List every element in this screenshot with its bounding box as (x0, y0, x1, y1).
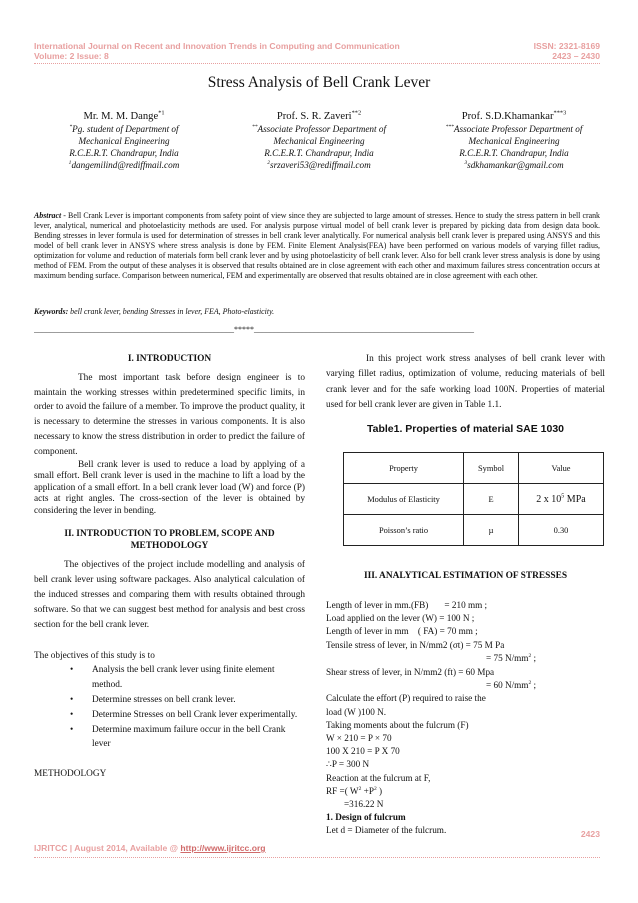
eq-text: = 75 N/mm (486, 652, 529, 663)
section2-paragraph: The objectives of the project include modelling and analysis of bell crank lever using software packages. Also analytical calculation of the induced stresses and comparing them with results obtained through software. So that we can suggest best method for analysis and best cross section for the bell crank lever. (34, 559, 305, 631)
abstract-text: - Bell Crank Lever is important components from safety point of view since they are subjected to large amount of stresses. Hence to study the stress pattern in bell crank lever, analytical, numerical and photoelasticity methods are used. For analysis purpose virtual model of bell crank lever is prepared by picking data from design data book. Bending stresses in lever formula is used for determination of stresses in bell crank lever analytically. For numerical analysis bell crank lever is prepared using ANSYS and this model of bell crank lever in ANSYS where stress analysis is done by FEM. Finite Element Analysis(FEA) have been performed on various models of varying fillet radius, optimization for volume and reduction of materials form bell crank lever and by using photoelasticity of bell crank lever. Also for bell crank lever stress analysis is done by using method of FEM. From the output of these analyses it is observed that results obtained are in close agreement with each other and maximum failures stress concentration occurs at maximum bending surface. Comparison between numerical, FEM and experimentally are observed that results obtained are in close agreement with each other. (34, 211, 600, 281)
eq-line: Calculate the effort (P) required to raise the (326, 693, 486, 704)
email-sup: 3 (464, 159, 468, 166)
keywords (34, 307, 600, 316)
eq-line: Shear stress of lever, in N/mm2 (ft) = 60 Mpa (326, 667, 495, 678)
eq-line: =316.22 N (344, 799, 384, 810)
header-rule (34, 63, 600, 64)
left-column (34, 352, 305, 782)
footer-text (34, 843, 266, 853)
eq-sup: 2 (373, 785, 377, 792)
keywords-label: Keywords: (34, 307, 69, 316)
table-cell: Poisson’s ratio (344, 515, 464, 546)
right-paragraph-1: In this project work stress analyses of bell crank lever with varying fillet radius, optimization of volume, reducing materials of bell crank lever and for the safe working load 100N. Properties of material used for bell crank lever are given in Table 1.1. (326, 354, 605, 411)
page-number: 2423 (580, 829, 600, 839)
eq-line (326, 652, 605, 665)
author-email: srzaveri53@rediffmail.com (270, 160, 371, 170)
fulcrum-heading: 1. Design of fulcrum (326, 812, 406, 823)
table-row (344, 453, 604, 484)
eq-line: W × 210 = P × 70 (326, 733, 392, 744)
objectives-intro: The objectives of this study is to (34, 650, 155, 661)
author-sup: ***3 (553, 109, 567, 117)
eq-line: Length of lever in mm ( FA) = 70 mm ; (326, 626, 478, 637)
eq-text: ) (376, 785, 383, 796)
section-separator: __________________________________________________*****_______________________________________________________ (34, 325, 474, 334)
list-item: • Determine Stresses on bell Crank lever experimentally. (70, 708, 305, 723)
table-caption: Table1. Properties of material SAE 1030 (366, 422, 565, 435)
footer-rule (34, 857, 600, 858)
author-name: Prof. S. R. Zaveri (276, 111, 352, 122)
objectives-list (34, 663, 305, 752)
table-header: Symbol (464, 453, 519, 484)
author-name: Prof. S.D.Khamankar (461, 111, 554, 122)
intro-paragraph-2: Bell crank lever is used to reduce a load by applying of a small effort. Bell crank lever is used in the machine to lift a load by the application of a small effort. In a bell crank lever load (W) and force (P) acts at right angles. The cross-section of the lever is obtained by considering the lever in bending. (34, 459, 305, 516)
author-1 (29, 110, 219, 171)
list-item: • Determine maximum failure occur in the bell Crank lever (70, 723, 305, 753)
methodology-heading: METHODOLOGY (34, 769, 107, 780)
abstract-label: Abstract (34, 211, 62, 220)
author-dept: Mechanical Engineering (78, 136, 170, 146)
eq-text: +P (361, 785, 374, 796)
author-affiliation: Pg. student of Department of (72, 124, 179, 134)
aff-sup: ** (251, 123, 258, 130)
eq-line: 100 X 210 = P X 70 (326, 746, 400, 757)
author-institute: R.C.E.R.T. Chandrapur, India (459, 148, 569, 158)
eq-line (326, 785, 605, 798)
table-cell (519, 484, 604, 515)
right-column (326, 352, 605, 436)
eq-line: Let d = Diameter of the fulcrum. (326, 825, 447, 836)
table-header: Value (519, 453, 604, 484)
eq-text: = 60 N/mm (486, 680, 529, 691)
aff-sup: * (69, 123, 73, 130)
issn: ISSN: 2321-8169 (533, 41, 600, 51)
eq-text: ; (531, 680, 537, 691)
analytical-estimation (326, 599, 605, 838)
author-sup: **2 (351, 109, 362, 117)
section2-heading-line2: METHODOLOGY (130, 540, 209, 551)
section2-heading-line1: II. INTRODUCTION TO PROBLEM, SCOPE AND (64, 528, 275, 539)
eq-line: Reaction at the fulcrum at F, (326, 772, 431, 783)
value-exp: 5 (561, 493, 565, 500)
author-name: Mr. M. M. Dange (83, 111, 159, 122)
eq-line: Load applied on the lever (W) = 100 N ; (326, 613, 475, 624)
eq-line: Taking moments about the fulcrum (F) (326, 719, 469, 730)
table-cell: µ (464, 515, 519, 546)
footer-left: IJRITCC | August 2014, Available @ (34, 843, 181, 853)
author-email: dangemilind@rediffmail.com (71, 160, 180, 170)
eq-line: Length of lever in mm.(FB) = 210 mm ; (326, 600, 488, 610)
eq-sup: 2 (528, 680, 532, 687)
eq-text: RF =( W (326, 785, 359, 796)
paper-title: Stress Analysis of Bell Crank Lever (207, 74, 431, 91)
email-sup: 1 (68, 159, 72, 166)
table-row (344, 484, 604, 515)
eq-line: Tensile stress of lever, in N/mm2 (σt) = 75 M Pa (326, 639, 505, 650)
volume-issue: Volume: 2 Issue: 8 (34, 51, 109, 61)
table-cell: 0.30 (519, 515, 604, 546)
keywords-text: bell crank lever, bending Stresses in lever, FEA, Photo-elasticity. (68, 307, 275, 316)
author-affiliation: Associate Professor Department of (257, 124, 387, 134)
intro-paragraph-1: The most important task before design engineer is to maintain the working stresses within predetermined specific limits, in order to avoid the failure of a member. To improve the product quality, it is necessary to determine the stresses in various components. It is also necessary to know the stress distribution in order to predict the failure of component. (34, 372, 305, 457)
eq-line (326, 679, 605, 692)
author-institute: R.C.E.R.T. Chandrapur, India (69, 148, 179, 158)
eq-line: load (W )100 N. (326, 706, 387, 717)
journal-name: International Journal on Recent and Innovation Trends in Computing and Communication (34, 41, 400, 51)
footer-link[interactable]: http://www.ijritcc.org (180, 843, 266, 853)
author-affiliation: Associate Professor Department of (453, 124, 583, 134)
eq-sup: 2 (528, 652, 532, 659)
intro-heading: I. INTRODUCTION (127, 354, 212, 364)
abstract (34, 211, 600, 281)
eq-line: ∴P = 300 N (326, 759, 370, 770)
value-unit: MPa (564, 493, 586, 505)
author-institute: R.C.E.R.T. Chandrapur, India (264, 148, 374, 158)
aff-sup: *** (445, 123, 454, 130)
author-dept: Mechanical Engineering (273, 136, 365, 146)
page-range: 2423 – 2430 (552, 51, 600, 61)
table-cell: E (464, 484, 519, 515)
section3-heading: III. ANALYTICAL ESTIMATION OF STRESSES (363, 571, 568, 581)
author-sup: *1 (158, 109, 165, 117)
eq-text: ; (531, 652, 537, 663)
material-table (343, 452, 604, 546)
author-email: sdkhamankar@gmail.com (467, 160, 564, 170)
author-2 (224, 110, 414, 171)
eq-sup: 2 (358, 785, 362, 792)
author-3 (419, 110, 609, 171)
list-item: • Determine stresses on bell crank lever. (70, 693, 305, 708)
table-row (344, 515, 604, 546)
author-dept: Mechanical Engineering (468, 136, 560, 146)
value-base: 2 x 10 (536, 493, 562, 505)
table-cell: Modulus of Elasticity (344, 484, 464, 515)
email-sup: 2 (267, 159, 270, 166)
table-header: Property (344, 453, 464, 484)
list-item: • Analysis the bell crank lever using finite element method. (70, 663, 305, 693)
